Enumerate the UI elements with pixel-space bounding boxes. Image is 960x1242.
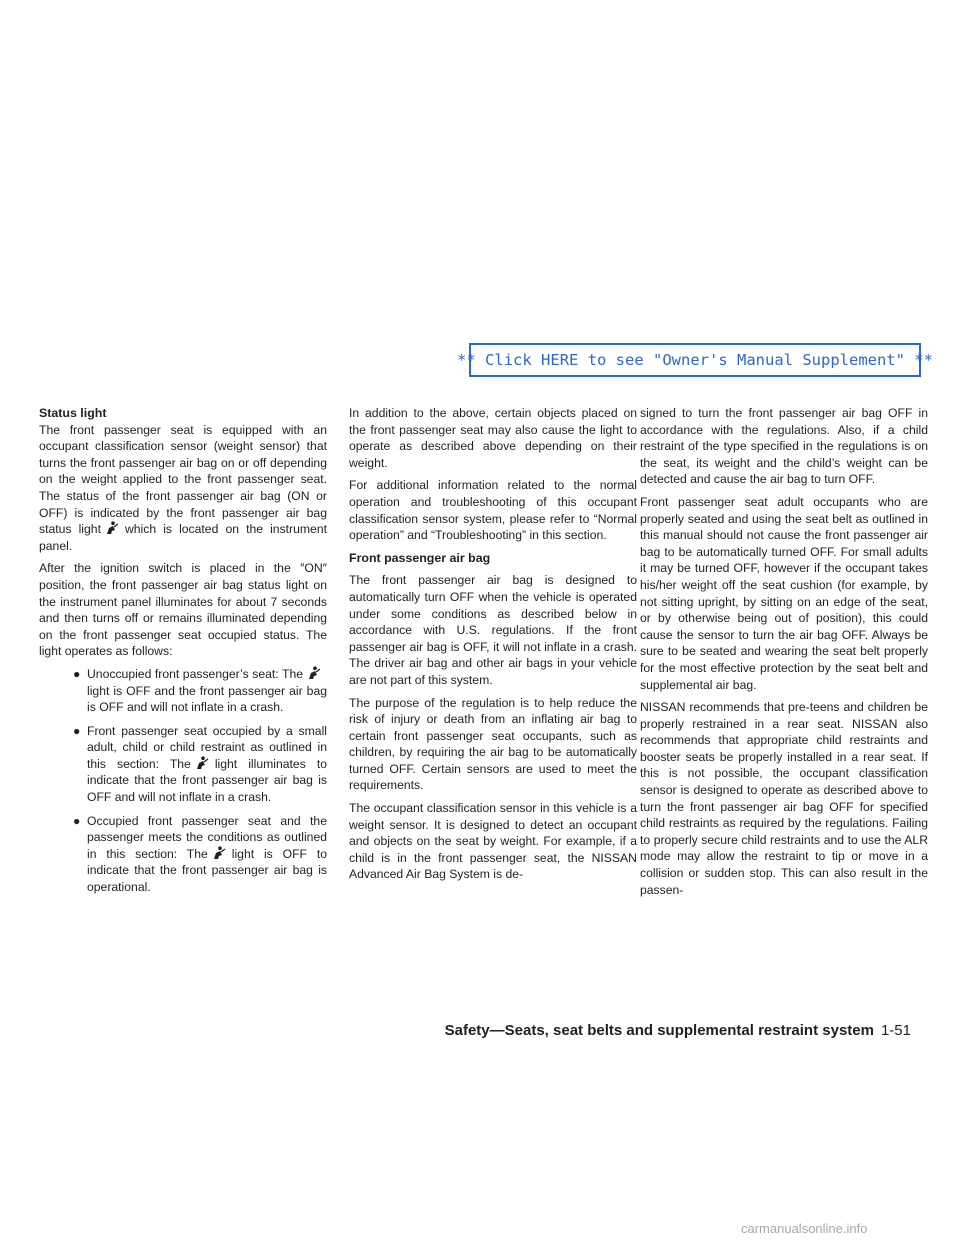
- bullet-icon: ●: [73, 666, 81, 681]
- list-item: ● Front passenger seat occupied by a small adult, child or child restraint as outlined in this section: The light illuminates to indicate that the front passenger air bag is OFF and will not inflate in a crash.: [73, 723, 327, 805]
- page-number: 1-51: [880, 1022, 911, 1039]
- bullet-icon: ●: [73, 813, 81, 828]
- front-passenger-air-bag-heading: Front passenger air bag: [349, 550, 491, 565]
- owners-manual-supplement-link[interactable]: ** Click HERE to see "Owner's Manual Supplement" **: [469, 343, 921, 377]
- paragraph: In addition to the above, certain objects placed on the front passenger seat may also cause the light to operate as described above depending on their weight.: [349, 406, 637, 470]
- status-light-heading: Status light: [39, 406, 107, 420]
- paragraph: The front passenger seat is equipped with an occupant classification sensor (weight sensor) that turns the front passenger air bag on or off depending on the weight applied to the front passenger seat. The status of the front passenger air bag (ON or OFF) is indicated by the front passenger air bag status light which is located on the instrument panel.: [39, 422, 327, 553]
- section-title: Safety—Seats, seat belts and supplemental restraint system: [444, 1022, 874, 1039]
- paragraph: The front passenger air bag is designed to automatically turn OFF when the vehicle is operated under some conditions as described below in accordance with U.S. regulations. If the front passenger air bag is OFF, it will not inflate in a crash. The driver air bag and other air bags in your vehicle are not part of this system.: [349, 573, 637, 687]
- paragraph: Front passenger seat adult occupants who are properly seated and using the seat belt as outlined in this manual should not cause the front passenger air bag to be automatically turned OFF. For small adults it may be turned OFF, however if the occupant takes his/her weight off the seat cushion (for example, by not sitting upright, by sitting on an edge of the seat, or by otherwise being out of position), this could cause the sensor to turn the air bag OFF. Always be sure to be seated and wearing the seat belt properly for the most effective protection by the seat belt and supplemental air bag.: [640, 494, 928, 692]
- column-2: [349, 405, 637, 889]
- list-item: ● Unoccupied front passenger’s seat: Thelight is OFF and the front passenger air bag is OFF and will not inflate in a crash.: [73, 666, 327, 715]
- paragraph: NISSAN recommends that pre-teens and children be properly restrained in a rear seat. NISSAN also recommends that appropriate child restraints and booster seats be properly installed in a rear seat. If this is not possible, the occupant classification sensor is designed to operate as described above to turn the front passenger air bag OFF for specified child restraints as required by the regulations. Failing to properly secure child restraints and to use the ALR mode may allow the restraint to tip or move in a collision or sudden stop. This can also result in the passen-: [640, 700, 928, 897]
- passenger-airbag-status-icon: [194, 756, 209, 770]
- column-1: [39, 405, 327, 903]
- paragraph: After the ignition switch is placed in the ″ON″ position, the front passenger air bag status light on the instrument panel illuminates for about 7 seconds and then turns off or remains illuminated depending on the front passenger seat occupied status. The light operates as follows:: [39, 561, 327, 659]
- column-3: [640, 405, 928, 904]
- page-footer: [445, 1022, 911, 1039]
- passenger-airbag-status-icon: [104, 521, 119, 535]
- passenger-airbag-status-icon: [211, 846, 226, 860]
- passenger-airbag-status-icon: [306, 666, 321, 680]
- bullet-icon: ●: [73, 723, 81, 738]
- watermark: carmanualsonline.info: [741, 1221, 868, 1236]
- list-item: ● Occupied front passenger seat and the passenger meets the conditions as outlined in this section: The light is OFF to indicate that the front passenger air bag is operational.: [73, 813, 327, 895]
- paragraph: The purpose of the regulation is to help reduce the risk of injury or death from an inflating air bag to certain front passenger seat occupants, such as children, by requiring the air bag to be automatically turned OFF. Certain sensors are used to meet the requirements.: [349, 695, 637, 793]
- paragraph: For additional information related to the normal operation and troubleshooting of this occupant classification sensor system, please refer to “Normal operation” and “Troubleshooting” in this section.: [349, 478, 637, 543]
- paragraph: signed to turn the front passenger air bag OFF in accordance with the regulations. Also, if a child restraint of the type specified in the regulations is on the seat, its weight and the child’s weight can be detected and cause the air bag to turn OFF.: [640, 406, 928, 487]
- paragraph: The occupant classification sensor in this vehicle is a weight sensor. It is designed to detect an occupant and objects on the seat by weight. For example, if a child is in the front passenger seat, the NISSAN Advanced Air Bag System is de-: [349, 801, 637, 882]
